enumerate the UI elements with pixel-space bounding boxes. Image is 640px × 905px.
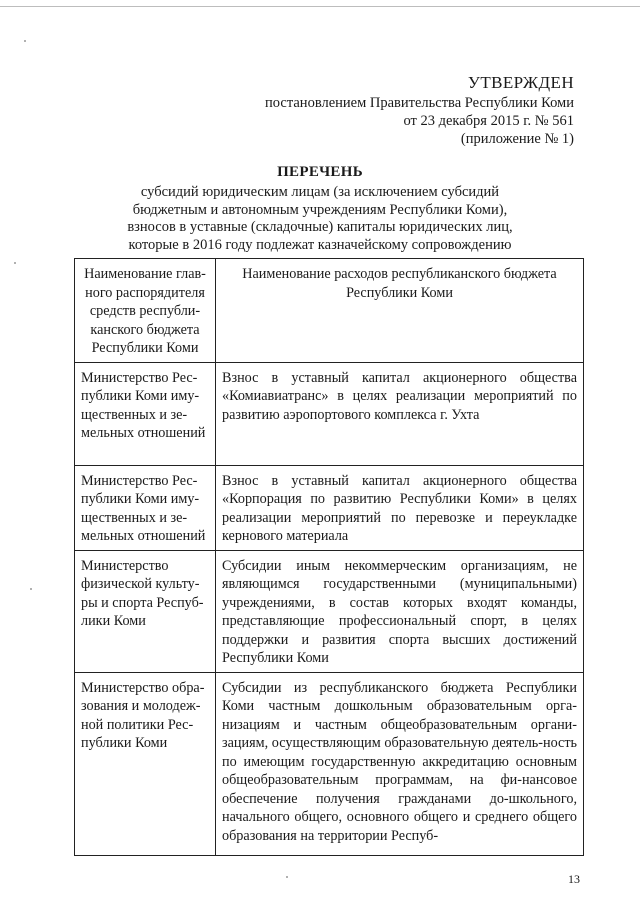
- expense-cell: Взнос в уставный капитал акционерного общества «Комиавиатранс» в целях реализации мероприятий по развитию аэропортового комплекса г. Ухта: [216, 362, 584, 465]
- approval-title: УТВЕРЖДЕН: [467, 73, 574, 92]
- table-row: [75, 362, 584, 465]
- scan-speck: [286, 876, 288, 878]
- table-header-row: [75, 259, 584, 363]
- scan-speck: [30, 588, 32, 590]
- subsidies-table: [74, 258, 584, 856]
- approval-line-2: от 23 декабря 2015 г. № 561: [403, 113, 574, 129]
- document-subtitle-line: взносов в уставные (складочные) капиталы юридических лиц,: [127, 219, 513, 235]
- approval-block: [174, 72, 574, 148]
- administrator-cell: Министерство физической культу-ры и спорта Респуб-лики Коми: [75, 550, 216, 672]
- scan-top-edge: [0, 6, 640, 7]
- document-subtitle-line: субсидий юридическим лицам (за исключением субсидий: [140, 184, 500, 200]
- document-heading: [80, 162, 560, 254]
- table-row: [75, 672, 584, 855]
- document-subtitle-line: которые в 2016 году подлежат казначейскому сопровождению: [128, 236, 512, 253]
- approval-line-3: (приложение № 1): [460, 131, 574, 147]
- scan-speck: [14, 262, 16, 264]
- administrator-cell: Министерство Рес-публики Коми иму-щественных и зе-мельных отношений: [75, 465, 216, 550]
- expense-cell: Субсидии из республиканского бюджета Республики Коми частным дошкольным образовательным орга-низациям и частным общеобразовательным органи-зациям, осуществляющим образовательную деятель-ность по имеющим государственную аккредитацию основным общеобразовательным программам, на фи-нансовое обеспечение получения гражданами до-школьного, начального общего, основного общего и среднего общего образования на территории Респуб-: [216, 672, 584, 855]
- administrator-cell: Министерство обра-зования и молодеж-ной политики Рес-публики Коми: [75, 672, 216, 855]
- document-subtitle-line: бюджетным и автономным учреждениям Республики Коми),: [132, 201, 508, 218]
- scan-speck: [24, 40, 26, 42]
- table-row: [75, 465, 584, 550]
- page-number: 13: [568, 872, 580, 886]
- expense-cell: Субсидии иным некоммерческим организациям, не являющимся государственными (муниципальными) учреждениями, в состав которых входят команды, представляющие профессиональный спорт, в целях поддержки и развития спорта высших достижений Республики Коми: [216, 550, 584, 672]
- header-administrator: Наименование глав-ного распорядителя средств республи-канского бюджета Республики Коми: [75, 259, 216, 363]
- header-expense: Наименование расходов республиканского бюджета Республики Коми: [216, 259, 584, 363]
- table-row: [75, 550, 584, 672]
- expense-cell: Взнос в уставный капитал акционерного общества «Корпорация по развитию Республики Коми» в целях реализации мероприятий по перевозке и переукладке кернового материала: [216, 465, 584, 550]
- document-title: ПЕРЕЧЕНЬ: [277, 164, 363, 180]
- administrator-cell: Министерство Рес-публики Коми иму-щественных и зе-мельных отношений: [75, 362, 216, 465]
- approval-line-1: постановлением Правительства Республики Коми: [265, 95, 574, 111]
